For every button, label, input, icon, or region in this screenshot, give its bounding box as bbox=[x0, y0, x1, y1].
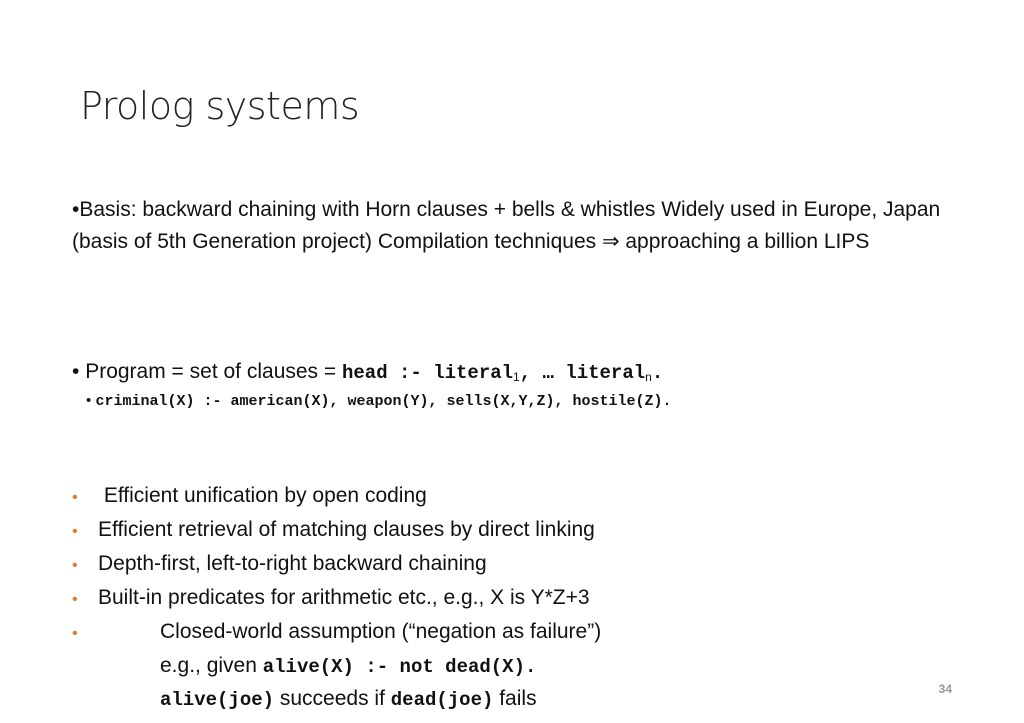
subscript-n: n bbox=[645, 370, 652, 384]
program-code-1: head :- literal bbox=[342, 362, 514, 384]
subscript-1: 1 bbox=[513, 370, 520, 384]
cont-code-1: alive(joe) bbox=[160, 689, 275, 711]
bullet-icon: • bbox=[72, 523, 78, 540]
cont-text-2: fails bbox=[493, 687, 537, 710]
list-item-text: Depth-first, left-to-right backward chaining bbox=[98, 552, 487, 575]
slide-title: Prolog systems bbox=[80, 84, 360, 128]
list-item-text: Efficient retrieval of matching clauses by direct linking bbox=[98, 518, 595, 541]
cont-code-2: dead(joe) bbox=[390, 689, 494, 711]
cont-code: alive(X) :- not dead(X). bbox=[262, 656, 537, 678]
list-item-text: Closed-world assumption (“negation as failure”) bbox=[160, 620, 602, 643]
bullet: • bbox=[72, 198, 80, 221]
example-clause-code: criminal(X) :- american(X), weapon(Y), sells(X,Y,Z), hostile(Z). bbox=[95, 393, 672, 410]
program-line bbox=[72, 358, 663, 391]
list-item bbox=[72, 548, 601, 582]
list-item bbox=[72, 480, 601, 514]
program-code-3: . bbox=[651, 362, 664, 384]
basis-text: Basis: backward chaining with Horn clauses + bells & whistles Widely used in Europe, Japan (basis of 5th Generation project) Compilation techniques ⇒ approaching a billion LIPS bbox=[72, 198, 941, 253]
list-item-text: Efficient unification by open coding bbox=[98, 484, 427, 507]
list-item bbox=[72, 514, 601, 548]
program-code-2: , … literal bbox=[519, 362, 646, 384]
basis-paragraph bbox=[72, 194, 942, 258]
program-prefix: Program = set of clauses = bbox=[85, 360, 342, 383]
feature-list bbox=[72, 480, 601, 716]
bullet: • bbox=[72, 360, 80, 383]
cont-text-1: succeeds if bbox=[274, 687, 391, 710]
bullet: • bbox=[86, 392, 92, 409]
cont-text: e.g., given bbox=[160, 654, 263, 677]
list-item bbox=[72, 616, 601, 650]
bullet-icon: • bbox=[72, 489, 78, 506]
bullet-icon: • bbox=[72, 557, 78, 574]
list-item-text: Built-in predicates for arithmetic etc., e.g., X is Y*Z+3 bbox=[98, 586, 590, 609]
list-item bbox=[72, 582, 601, 616]
continuation-line-1 bbox=[72, 650, 601, 683]
continuation-line-2 bbox=[72, 683, 601, 716]
example-clause-line bbox=[86, 392, 672, 410]
bullet-icon: • bbox=[72, 591, 78, 608]
page-number: 34 bbox=[938, 682, 952, 696]
bullet-icon: • bbox=[72, 625, 78, 642]
